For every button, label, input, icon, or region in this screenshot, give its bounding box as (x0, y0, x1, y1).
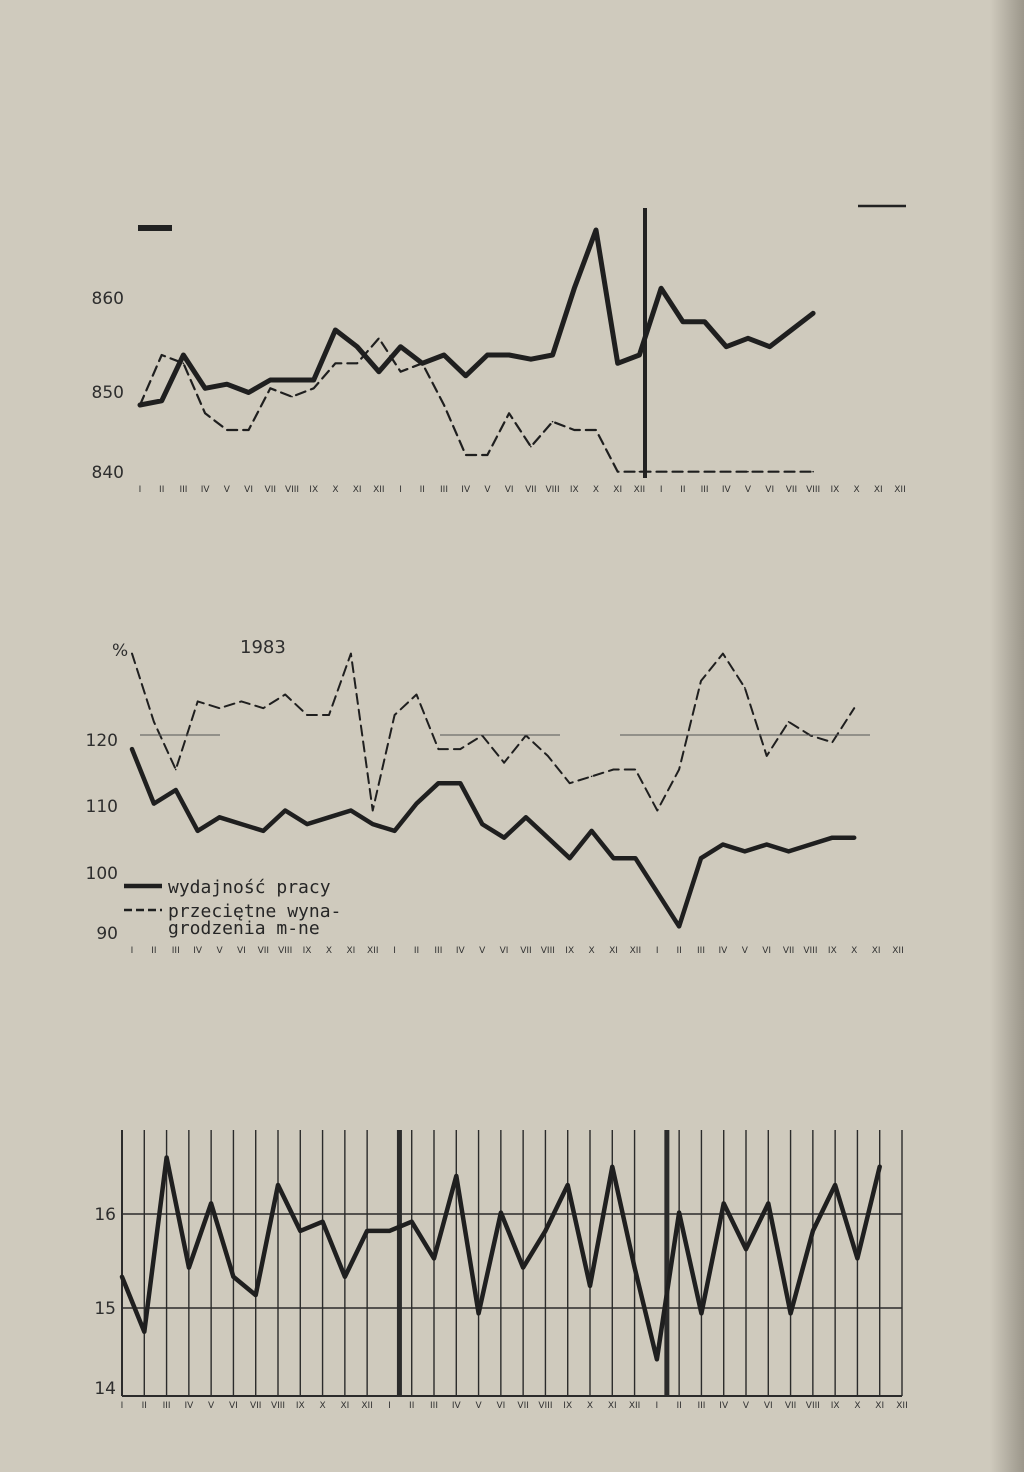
month-tick-label: V (741, 946, 748, 956)
data-point (545, 1230, 547, 1232)
month-tick-label: V (744, 485, 752, 495)
data-point (210, 1203, 212, 1205)
month-tick-label: I (388, 1401, 391, 1411)
month-tick-label: III (179, 485, 188, 495)
month-tick-label: II (151, 946, 157, 956)
month-tick-label: VIII (278, 946, 293, 956)
data-point (767, 1203, 769, 1205)
month-tick-label: IV (200, 485, 210, 495)
y-tick-label: 840 (91, 463, 124, 483)
month-tick-label: I (393, 946, 396, 956)
month-tick-label: IX (565, 946, 575, 956)
month-tick-label: VII (249, 1401, 262, 1411)
month-tick-label: IV (184, 1401, 194, 1411)
data-point (723, 1203, 725, 1205)
month-tick-label: V (223, 485, 230, 495)
month-tick-label: XII (894, 485, 906, 495)
month-tick-label: XI (352, 485, 362, 495)
data-point (567, 1184, 569, 1186)
data-point (389, 1230, 391, 1232)
month-tick-label: VIII (270, 1401, 286, 1411)
y-tick-label: 860 (91, 289, 124, 309)
month-tick-label: V (475, 1401, 482, 1411)
month-tick-label: VI (244, 485, 253, 495)
data-point (322, 1221, 324, 1223)
data-point (834, 1184, 836, 1186)
data-point (255, 1294, 257, 1296)
month-tick-label: VII (257, 946, 270, 956)
month-tick-label: IX (830, 485, 840, 495)
month-tick-label: IV (718, 946, 728, 956)
month-tick-label: X (588, 946, 595, 956)
data-point (611, 1166, 613, 1168)
y-tick-label: 850 (91, 383, 124, 403)
month-tick-label: XII (633, 485, 646, 495)
y-tick-label: 120 (85, 731, 118, 751)
month-tick-label: III (697, 946, 706, 956)
y-tick-label: 100 (85, 864, 118, 884)
month-tick-label: VIII (803, 946, 818, 956)
data-point (411, 1221, 413, 1223)
month-tick-label: XI (609, 946, 618, 956)
month-tick-label: VI (504, 485, 514, 495)
month-tick-label: VI (763, 1401, 773, 1411)
month-tick-label: III (430, 1401, 438, 1411)
month-tick-label: III (440, 485, 448, 495)
month-tick-label: VIII (538, 1401, 553, 1411)
month-tick-label: III (434, 946, 443, 956)
data-point (233, 1276, 235, 1278)
month-tick-label: VII (264, 485, 277, 495)
month-tick-label: VI (499, 946, 509, 956)
y-tick-label: 14 (94, 1379, 116, 1399)
month-tick-label: I (399, 485, 402, 495)
data-point (299, 1230, 301, 1232)
y-tick-label: 110 (85, 797, 118, 817)
month-tick-label: III (700, 485, 709, 495)
month-tick-label: IX (569, 485, 579, 495)
month-tick-label: X (325, 946, 333, 956)
month-tick-label: VI (229, 1401, 238, 1411)
month-tick-label: XII (892, 946, 904, 956)
month-tick-label: VIII (545, 485, 560, 495)
month-tick-label: I (655, 946, 659, 956)
month-tick-label: III (697, 1401, 706, 1411)
month-tick-label: VII (517, 1401, 529, 1411)
data-point (121, 1276, 123, 1278)
month-tick-label: X (319, 1401, 326, 1411)
month-tick-label: V (742, 1401, 750, 1411)
month-tick-label: XI (340, 1401, 350, 1411)
month-tick-label: IX (827, 946, 837, 956)
month-tick-label: II (680, 485, 686, 495)
month-tick-label: XI (346, 946, 356, 956)
month-tick-label: VI (762, 946, 772, 956)
month-tick-label: XII (367, 946, 379, 956)
month-tick-label: VII (525, 485, 537, 495)
month-tick-label: I (655, 1401, 659, 1411)
month-tick-label: IV (455, 946, 465, 956)
month-tick-label: XI (607, 1401, 617, 1411)
data-point (433, 1258, 435, 1260)
month-tick-label: X (592, 485, 600, 495)
month-tick-label: II (676, 946, 682, 956)
month-tick-label: I (130, 946, 134, 956)
month-tick-label: IX (309, 485, 319, 495)
month-tick-label: II (159, 485, 165, 495)
y-unit-label: % (112, 641, 129, 661)
month-tick-label: VI (496, 1401, 506, 1411)
data-point (143, 1331, 145, 1333)
month-tick-label: IV (721, 485, 731, 495)
month-tick-label: IV (461, 485, 471, 495)
month-tick-label: III (171, 946, 180, 956)
month-tick-label: X (332, 485, 339, 495)
data-point (634, 1267, 636, 1269)
month-tick-label: IX (295, 1401, 305, 1411)
month-tick-label: II (409, 1401, 415, 1411)
month-tick-label: X (851, 946, 858, 956)
month-tick-label: X (853, 485, 860, 495)
month-tick-label: XII (628, 1401, 641, 1411)
data-point (166, 1157, 168, 1159)
data-point (522, 1267, 524, 1269)
legend-label: grodzenia m-ne (168, 918, 320, 939)
month-tick-label: IV (719, 1401, 729, 1411)
month-tick-label: II (413, 946, 420, 956)
data-point (478, 1313, 480, 1315)
month-tick-label: XII (896, 1401, 908, 1411)
month-tick-label: VIII (284, 485, 300, 495)
month-tick-label: V (479, 946, 486, 956)
month-tick-label: VII (785, 485, 798, 495)
month-tick-label: I (138, 485, 142, 495)
data-point (589, 1285, 591, 1287)
month-tick-label: IX (830, 1401, 840, 1411)
y-tick-label: 16 (94, 1205, 116, 1225)
month-tick-label: IX (302, 946, 312, 956)
data-point (344, 1276, 346, 1278)
month-tick-label: II (141, 1401, 147, 1411)
month-tick-label: IV (451, 1401, 461, 1411)
y-tick-label: 90 (96, 924, 118, 944)
month-tick-label: XI (871, 946, 881, 956)
month-tick-label: VIII (805, 1401, 820, 1411)
month-tick-label: XI (875, 1401, 885, 1411)
data-point (857, 1258, 859, 1260)
month-tick-label: I (659, 485, 663, 495)
data-point (277, 1184, 279, 1186)
month-tick-label: VII (782, 946, 795, 956)
data-point (745, 1248, 747, 1250)
month-tick-label: IX (563, 1401, 573, 1411)
data-point (812, 1230, 814, 1232)
month-tick-label: VIII (540, 946, 555, 956)
y-tick-label: 15 (94, 1299, 116, 1319)
month-tick-label: XI (613, 485, 623, 495)
month-tick-label: I (120, 1401, 124, 1411)
month-tick-label: XII (361, 1401, 373, 1411)
month-tick-label: V (216, 946, 223, 956)
data-point (455, 1175, 457, 1177)
month-tick-label: III (162, 1401, 171, 1411)
data-point (188, 1267, 190, 1269)
month-tick-label: XII (629, 946, 642, 956)
month-tick-label: XII (373, 485, 385, 495)
month-tick-label: VI (237, 946, 246, 956)
month-tick-label: V (208, 1401, 215, 1411)
data-point (879, 1166, 881, 1168)
month-tick-label: VII (520, 946, 532, 956)
month-tick-label: VII (784, 1401, 797, 1411)
legend-label: wydajność pracy (168, 877, 331, 898)
legend-label: przeciętne wyna- (168, 901, 342, 922)
month-tick-label: V (484, 485, 491, 495)
month-tick-label: VIII (806, 485, 821, 495)
data-point (656, 1359, 658, 1361)
month-tick-label: X (586, 1401, 594, 1411)
month-tick-label: II (676, 1401, 682, 1411)
year-label: 1983 (240, 637, 286, 658)
month-tick-label: VI (765, 485, 775, 495)
month-tick-label: II (419, 485, 425, 495)
month-tick-label: IV (193, 946, 203, 956)
month-tick-label: XI (873, 485, 883, 495)
data-point (701, 1313, 703, 1315)
data-point (500, 1212, 502, 1214)
month-tick-label: X (854, 1401, 861, 1411)
data-point (790, 1313, 792, 1315)
data-point (366, 1230, 368, 1232)
data-point (678, 1212, 680, 1214)
